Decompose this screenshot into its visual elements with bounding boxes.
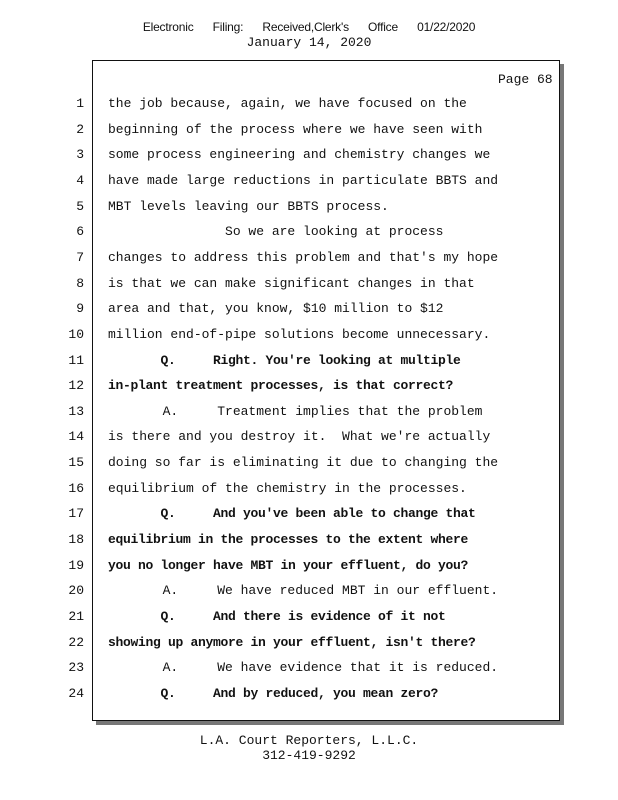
stamp-electronic: Electronic (142, 20, 194, 34)
transcript-line (0, 404, 600, 426)
line-number: 9 (76, 301, 84, 317)
line-number: 17 (68, 506, 84, 522)
line-number: 21 (68, 609, 84, 624)
line-number: 13 (68, 403, 84, 419)
line-text: A. We have evidence that it is reduced. (108, 660, 499, 676)
transcript-line (0, 173, 600, 195)
line-number: 12 (68, 378, 84, 394)
transcript-line (0, 609, 600, 631)
transcript-line (0, 558, 600, 580)
transcript-line (0, 583, 600, 605)
line-text: So we are looking at process (108, 224, 444, 240)
line-number: 16 (68, 480, 84, 496)
line-text: some process engineering and chemistry changes we (108, 147, 491, 163)
transcript-line (0, 327, 600, 349)
transcript-date: January 14, 2020 (246, 35, 372, 50)
transcript-line (0, 224, 600, 246)
line-text: Q. Right. You're looking at multiple (108, 352, 461, 368)
line-text: you no longer have MBT in your effluent, do you? (108, 557, 469, 573)
line-number: 15 (68, 455, 84, 471)
line-text: doing so far is eliminating it due to changing the (108, 455, 499, 471)
transcript-line (0, 353, 600, 375)
stamp-filing: Filing: (212, 20, 244, 34)
footer-phone: 312-419-9292 (262, 748, 356, 763)
stamp-date: 01/22/2020 (417, 20, 476, 34)
stamp-received: Received,Clerk's (262, 20, 349, 34)
line-text: is there and you destroy it. What we're actually (108, 429, 491, 445)
transcript-line (0, 122, 600, 144)
transcript-line (0, 660, 600, 682)
line-number: 19 (68, 557, 84, 573)
line-number: 24 (68, 685, 84, 701)
line-text: area and that, you know, $10 million to $12 (108, 301, 444, 317)
line-number: 8 (76, 275, 84, 291)
line-text: showing up anymore in your effluent, isn't there? (108, 634, 476, 650)
line-number: 20 (68, 583, 84, 599)
line-text: Q. And by reduced, you mean zero? (108, 685, 439, 701)
line-number: 6 (76, 224, 84, 240)
transcript-line (0, 429, 600, 451)
transcript-line (0, 96, 600, 118)
line-number: 1 (76, 96, 84, 111)
line-text: million end-of-pipe solutions become unnecessary. (108, 326, 491, 342)
transcript-line (0, 378, 600, 400)
transcript-line (0, 686, 600, 708)
line-text: equilibrium in the processes to the extent where (108, 532, 469, 548)
line-text: beginning of the process where we have seen with (108, 121, 483, 137)
line-number: 2 (76, 121, 84, 137)
transcript-line (0, 506, 600, 528)
line-number: 11 (68, 352, 84, 368)
line-text: in-plant treatment processes, is that correct? (108, 378, 454, 394)
footer-company: L.A. Court Reporters, L.L.C. (199, 733, 419, 748)
transcript-line (0, 301, 600, 323)
transcript-line (0, 276, 600, 298)
transcript-line (0, 147, 600, 169)
transcript-line (0, 199, 600, 221)
transcript-line (0, 635, 600, 657)
line-number: 22 (68, 634, 84, 650)
line-number: 14 (68, 429, 84, 445)
line-number: 4 (76, 172, 84, 188)
line-text: A. We have reduced MBT in our effluent. (108, 583, 499, 599)
line-text: changes to address this problem and that's my hope (108, 249, 499, 265)
line-number: 18 (68, 532, 84, 548)
line-number: 3 (76, 147, 84, 163)
page-number: Page 68 (498, 72, 553, 87)
line-text: equilibrium of the chemistry in the processes. (108, 480, 467, 496)
transcript-line (0, 455, 600, 477)
line-text: Q. And you've been able to change that (108, 506, 476, 522)
line-number: 10 (68, 326, 84, 342)
transcript-line (0, 532, 600, 554)
line-text: is that we can make significant changes in that (108, 275, 475, 291)
line-number: 5 (76, 198, 84, 214)
line-text: A. Treatment implies that the problem (108, 403, 483, 419)
line-text: MBT levels leaving our BBTS process. (108, 198, 389, 214)
transcript-line (0, 250, 600, 272)
line-number: 7 (76, 249, 84, 265)
line-text: the job because, again, we have focused on the (108, 96, 467, 111)
efiling-stamp (0, 20, 618, 34)
transcript-line (0, 481, 600, 503)
line-text: Q. And there is evidence of it not (108, 609, 446, 624)
stamp-office: Office (368, 20, 398, 34)
line-number: 23 (68, 660, 84, 676)
line-text: have made large reductions in particulate BBTS and (108, 172, 499, 188)
